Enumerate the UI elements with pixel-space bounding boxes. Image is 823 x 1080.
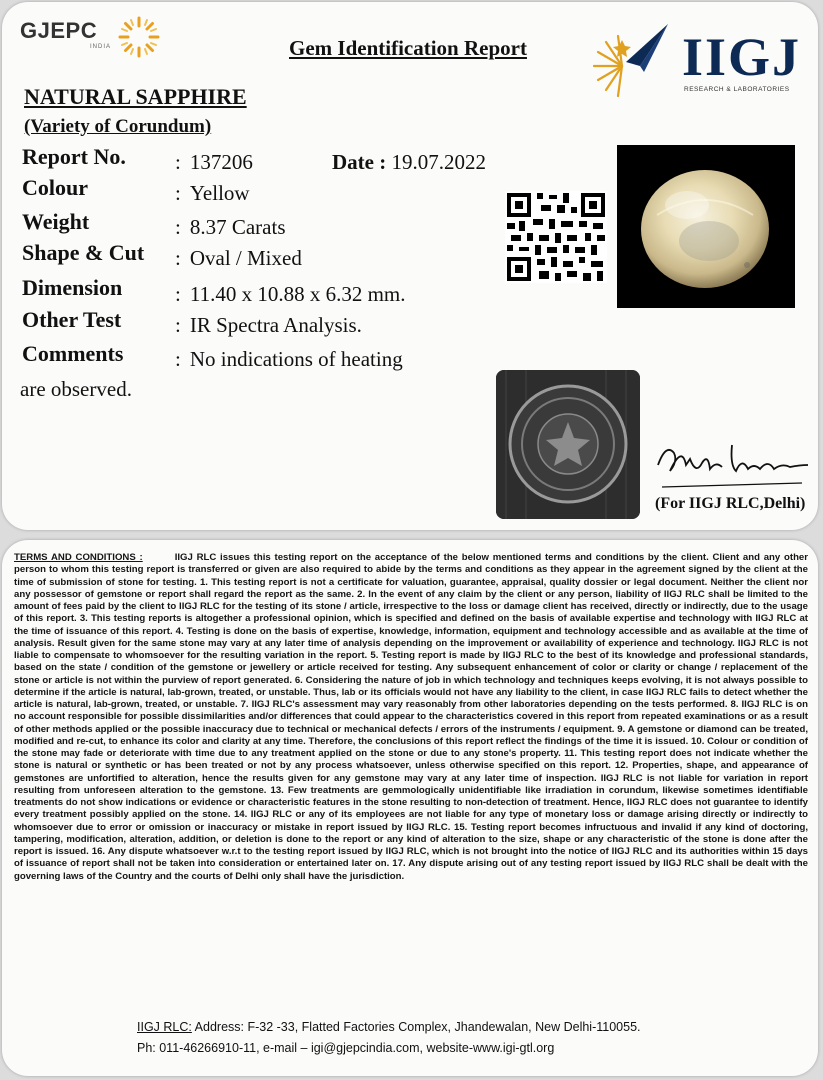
shape-cut-value xyxy=(175,246,302,271)
weight-text: 8.37 Carats xyxy=(189,215,286,239)
comments-continuation: are observed. xyxy=(20,377,132,401)
comments-text: No indications of heating xyxy=(189,347,403,371)
signature-caption: (For IIGJ RLC,Delhi) xyxy=(655,495,806,512)
iigj-logo-tagline: RESEARCH & LABORATORIES xyxy=(684,86,790,93)
date-value: 19.07.2022 xyxy=(391,150,486,174)
weight-label: Weight xyxy=(22,209,90,234)
weight-value xyxy=(175,215,286,240)
terms-body: IIGJ RLC issues this testing report on the acceptance of the below mentioned terms and conditions by the client. Client and any other person to whom this testing report is transferred or given are also required to abide by the terms and conditions as they appear in the agreement signed by the client at the time of submission of stone for testing. 1. This testing report is not a certificate for valuation, guarantee, appraisal, quality dossier or legal document. Neither the client nor any possessor of gemstone or report shall regard the report as the same. 2. In the event of any claim by the client or any person, liability of IIGJ RLC shall be limited to the amount of fees paid by the client to IIGJ RLC for the testing of its stone / article, irrespective to the loss or damage client has received, directly or indirectly, due to the usage of this report. 3. This testing reports is altogether a professional opinion, which is specified and defined on the basis of available expertise and technology with IIGJ RLC at the time of issuance of this report. 4. Testing is done on the basis of expertise, knowledge, information, equipment and technology accessible and as available at the time of analysis. Result given for the same stone may vary at any later time of analysis depending on the improvement or availability of experience and technology. IIGJ RLC is not liable to compensate to whomsoever for the resulting variation in the report. 5. Testing report is made by IIGJ RLC to the best of its knowledge and professional standards, based on the state / condition of the gemstone or jewellery or article received for testing. Any subsequent enhancement of color or clarity or change / replacement of the stone or article is not within the purview of report generated. 6. Considering the nature of job in which technology and techniques keeps evolving, it is not always possible to determine if the article is natural, lab-grown, treated, or unstable. Thus, lab or its officials would not have any liability to the client, in case IIGJ RLC fails to detect whether the article is natural, lab-grown, treated, or unstable. 7. IIGJ RLC's assessment may vary reasonably from other laboratories depending on the tests performed. 8. IIGJ RLC is on no account responsible for possible dissimilarities and/or differences that could appear to the characteristics covered in this report from repeated examinations or as a result of other methods applied or the possible inaccuracy due to technical or mechanical defects / errors of the instruments / equipment. 9. A gemstone or diamond can be treated, modified and re-cut, to enhance its color and clarity at any time. Therefore, the conclusions of this report reflect the findings of the time it is issued. 10. Colour or condition of the stone may fade or deteriorate with time due to any treatment applied on the stone or due to any stone's property. 11. This testing report does not indicate whether the stone is natural or synthetic or has been treated or not by any process whatsoever, unless otherwise specified on this report. 12. Properties, shape, and appearance of gemstones are unfortified to alteration, hence the results given for any gemstone may vary at any later time of inspection. IIGJ RLC is not liable for variation in report resulting from unforeseen alteration to the gemstone. 13. Few treatments are gemmologically unidentifiable like irradiation in corundum, likewise sometimes identifiable treatments do not show indications or evidence or characteristic features in the stone resulting to non-detection of treatment. Hence, IIGJ RLC does not guarantee to identify every treatment possibly applied on the stone. 14. IIGJ RLC or any of its employees are not liable for any type of monetary loss or damage arising directly or indirectly to whomsoever due to error or omission or inaccuracy or mistake in report issued by IIGJ RLC. 15. Testing report becomes infructuous and invalid if any kind of doctoring, tampering, modification, alteration, addition, or deletion is done to the report or any kind of alteration to the size, shape or any characteristic of the stone is done after the report is issued. 16. Any dispute whatsoever w.r.t to the testing report issued by IIGJ RLC, which is not brought into the notice of IIGJ RLC and its authorities within 15 days of issuance of report shall not be taken into consideration or entertained later on. 17. Any dispute arising out of any testing report issued by IIGJ RLC shall be dealt with the governing laws of the Country and the courts of Delhi only shall have the jurisdiction. xyxy=(14,552,808,882)
report-title: Gem Identification Report xyxy=(289,36,527,60)
stone-name: NATURAL SAPPHIRE xyxy=(24,84,247,109)
hologram-seal-icon xyxy=(496,370,640,519)
lab-contact: Ph: 011-46266910-11, e-mail – igi@gjepcindia.com, website-www.igi-gtl.org xyxy=(137,1041,555,1055)
report-card xyxy=(2,2,818,530)
report-date xyxy=(332,150,486,175)
colon: : xyxy=(175,347,181,371)
colon: : xyxy=(175,313,181,337)
qr-code xyxy=(505,191,607,283)
comments-label: Comments xyxy=(22,341,124,366)
address-text: Address: F-32 -33, Flatted Factories Complex, Jhandewalan, New Delhi-110055. xyxy=(194,1020,641,1034)
report-no-label: Report No. xyxy=(22,144,126,169)
iigj-logo xyxy=(582,12,812,122)
dimension-text: 11.40 x 10.88 x 6.32 mm. xyxy=(189,282,406,306)
dimension-value xyxy=(175,282,405,307)
colon: : xyxy=(175,282,181,306)
sapphire-image xyxy=(617,145,795,308)
colon: : xyxy=(175,181,181,205)
lab-address xyxy=(137,1020,641,1034)
dimension-label: Dimension xyxy=(22,275,123,300)
gjepc-logo xyxy=(20,18,112,50)
other-test-label: Other Test xyxy=(22,307,122,332)
shape-cut-label: Shape & Cut xyxy=(22,240,145,265)
address-label: IIGJ RLC: xyxy=(137,1020,192,1034)
colour-value xyxy=(175,181,250,206)
iigj-logo-text: IIGJ xyxy=(682,27,802,87)
terms-card xyxy=(2,540,818,1076)
gjepc-logo-text: GJEPC xyxy=(20,18,98,43)
iigj-emblem-icon xyxy=(582,16,682,116)
authorized-signature xyxy=(652,435,812,493)
stone-variety: (Variety of Corundum) xyxy=(24,116,212,137)
report-no-value xyxy=(175,150,253,175)
comments-value xyxy=(175,347,403,372)
colour-text: Yellow xyxy=(189,181,250,205)
terms-text xyxy=(14,552,808,883)
gjepc-logo-subtext: INDIA xyxy=(90,44,112,50)
shape-cut-text: Oval / Mixed xyxy=(189,246,302,270)
colon: : xyxy=(175,150,181,174)
gjepc-sunburst-icon xyxy=(116,14,162,60)
other-test-value xyxy=(175,313,362,338)
date-label: Date : xyxy=(332,150,387,174)
other-test-text: IR Spectra Analysis. xyxy=(189,313,362,337)
terms-heading: TERMS AND CONDITIONS : xyxy=(14,552,143,563)
colon: : xyxy=(175,246,181,270)
gemstone-photo xyxy=(617,145,795,308)
security-hologram xyxy=(496,370,640,519)
report-no-text: 137206 xyxy=(189,150,253,174)
colour-label: Colour xyxy=(22,175,88,200)
colon: : xyxy=(175,215,181,239)
